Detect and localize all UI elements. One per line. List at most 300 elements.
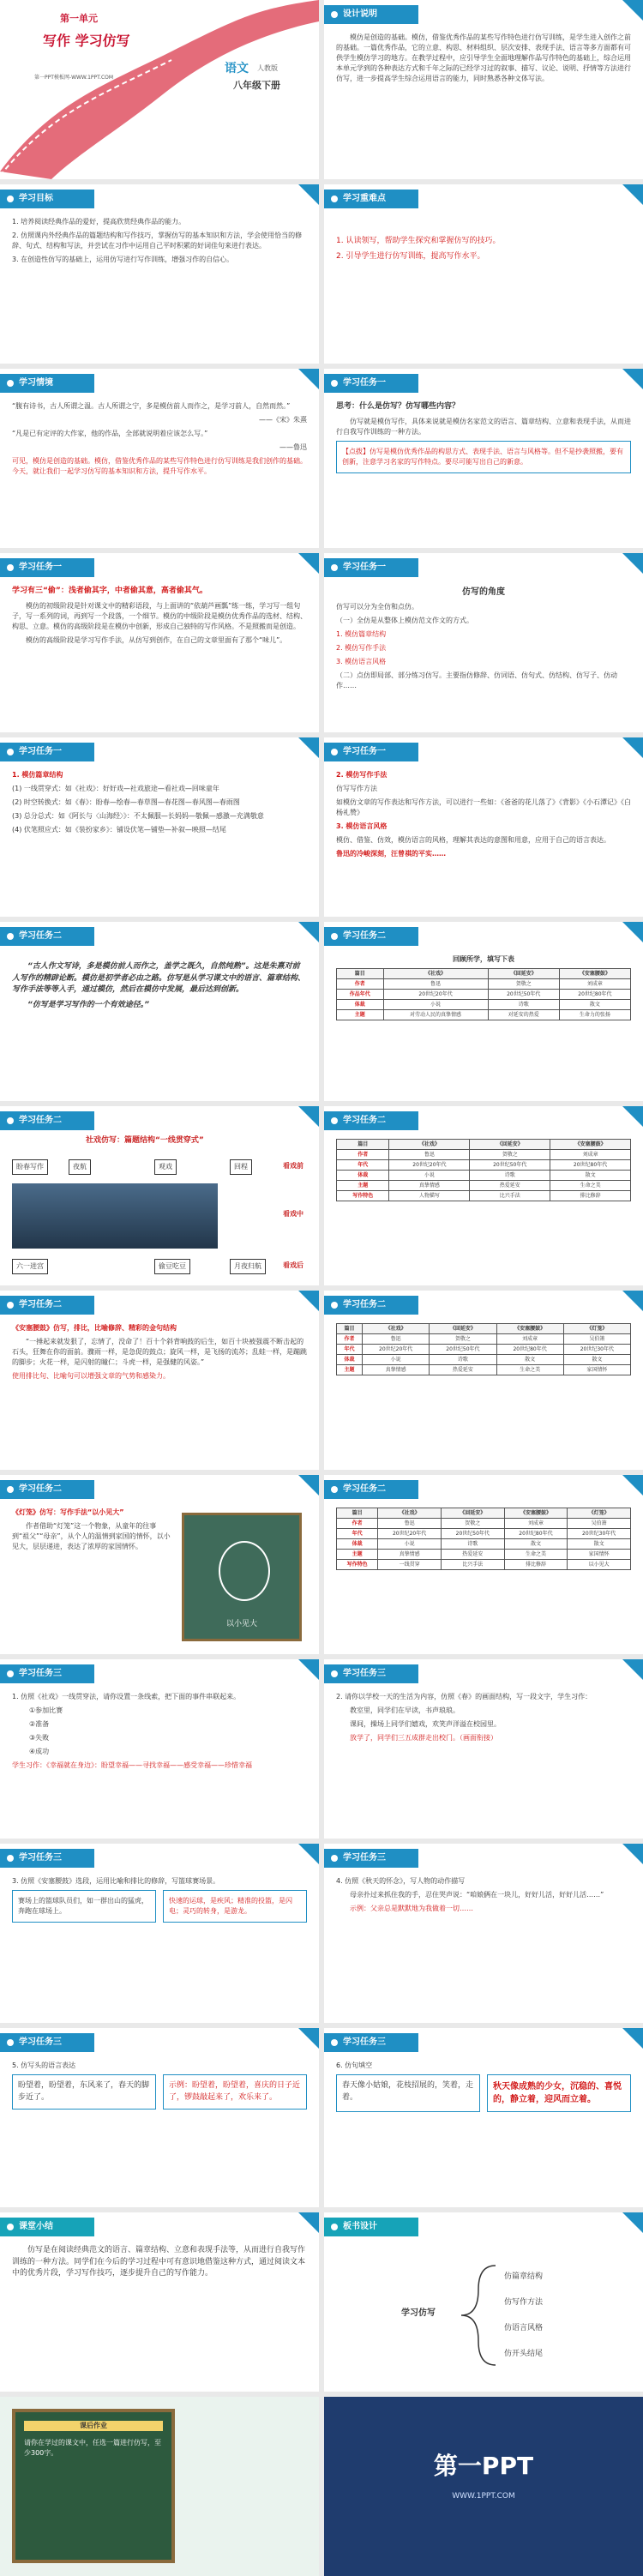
slide-task1-def[interactable] [324,369,643,548]
section-bar [0,743,94,761]
table-cell: 20世纪80年代 [550,1160,631,1171]
table-cell: 一线贯穿 [378,1560,442,1570]
table-cell: 20世纪20年代 [363,1345,430,1355]
angle-item: 1. 模仿篇章结构 [336,630,387,638]
table-cell: 比兴手法 [470,1191,550,1201]
student-work: 学生习作：《幸福就在身边》：盼望幸福——寻找幸福——感受幸福——珍惜幸福 [12,1761,252,1769]
slide-context[interactable] [0,369,319,548]
table-cell: 20世纪50年代 [430,1345,496,1355]
angle-item: 3. 模仿语言风格 [336,658,387,665]
slide-summary[interactable] [0,2212,319,2392]
corner-decor [298,1291,319,1311]
table-header: 《安塞腰鼓》 [504,1508,568,1519]
table-cell: 生命之美 [504,1550,568,1560]
bullet-icon [7,1670,14,1677]
lantern-icon [219,1541,270,1601]
table-header: 《社戏》 [383,969,488,979]
student-text: 放学了，同学们三五成群走出校门。（画面衔接） [350,1734,497,1742]
table-cell: 刘成章 [504,1519,568,1529]
slide-task3-6[interactable] [324,2028,643,2207]
question: 思考：什么是仿写？仿写哪些内容？ [336,402,460,411]
chalk-label: 以小见大 [225,1619,257,1628]
table-row [337,1519,631,1529]
section-bar [324,1111,418,1130]
bullet-icon [331,1302,338,1309]
table-cell: 真挚情感 [363,1365,430,1375]
slide-task1-angles[interactable] [324,553,643,732]
section-bar [324,1849,418,1868]
imitation-text: 秋天像成熟的少女，沉稳的、喜悦的，静立着，迎风而立着。 [487,2074,631,2112]
slide-task3-2[interactable] [324,1659,643,1839]
table-header: 《回延安》 [470,1140,550,1150]
table-row [337,979,631,990]
corner-decor [298,553,319,574]
compare-row [336,2074,631,2112]
board-center: 学习仿写 [401,2308,436,2318]
table-title: 回顾所学，填写下表 [453,955,514,963]
table-cell: 散文 [568,1539,631,1550]
section-bar [0,1296,94,1315]
table-cell: 20世纪50年代 [488,990,559,1000]
section-bar [0,2218,94,2236]
board-item: 仿语言风格 [504,2324,544,2332]
table-cell: 体裁 [337,1355,363,1365]
table-cell: 对劳动人民的真挚情感 [383,1010,488,1020]
corner-decor [622,184,643,205]
bullet-icon [331,2039,338,2046]
corner-decor [298,1106,319,1127]
bar-label: 学习任务二 [343,1484,386,1494]
table-cell: 作者 [337,979,384,990]
corner-decor [622,2028,643,2049]
corner-decor [622,369,643,389]
corner-decor [622,737,643,758]
slide-goals[interactable] [0,184,319,364]
slide-task1-three[interactable] [0,553,319,732]
student-text: 课间，操场上同学们嬉戏，欢笑声洋溢在校园里。 [350,1720,501,1728]
table-cell: 20世纪30年代 [568,1529,631,1539]
quote-cite: ——《宋》朱熹 [259,416,307,424]
section-bar [324,5,418,24]
table-header: 篇目 [337,1140,389,1150]
bullet-icon [7,749,14,755]
bullet-icon [7,933,14,940]
table-cell: 年代 [337,1160,389,1171]
bullet-icon [7,1486,14,1493]
bar-label: 学习任务一 [19,563,62,572]
table-header: 《社戏》 [363,1324,430,1334]
table-cell: 诗歌 [470,1171,550,1181]
imitation-text: 示例：盼望着，盼望着，喜庆的日子近了，锣鼓敲起来了，欢乐来了。 [163,2074,307,2110]
compare-table [336,1139,631,1201]
exercise-item: ③失败 [29,1734,50,1742]
bar-label: 课堂小结 [19,2222,53,2231]
table-cell: 生命之美 [496,1365,563,1375]
table-cell: 诗歌 [441,1539,504,1550]
slide-task2-table3[interactable] [324,1291,643,1470]
flow-node: 回程 [230,1159,252,1175]
table-header: 《灯笼》 [568,1508,631,1519]
bar-label: 学习任务三 [19,1669,62,1678]
bullet-icon [7,564,14,571]
bar-label: 学习任务三 [343,1853,386,1863]
bullet-icon [331,380,338,387]
table-cell: 鲁迅 [389,1150,470,1160]
bullet-icon [331,2224,338,2230]
angles-intro: 仿写可以分为全仿和点仿。 [336,603,418,611]
slide-task2-table1[interactable] [324,922,643,1101]
bullet-icon [331,11,338,18]
bar-label: 学习任务二 [343,931,386,941]
table-cell: 作者 [337,1334,363,1345]
section-bar [0,927,94,946]
corner-decor [298,922,319,942]
slide-task3-5[interactable] [0,2028,319,2207]
table-row [337,1191,631,1201]
table-row [337,1560,631,1570]
angle-item: 2. 模仿写作手法 [336,644,387,652]
structure-item: (1) 一线贯穿式：如《社戏》：好好戏—社戏旅途—看社戏—回味童年 [12,785,219,792]
homework-board [12,2409,175,2563]
scene-image [12,1183,218,1249]
bar-label: 学习任务三 [343,2037,386,2047]
angles-b: （二）点仿即局部、部分练习仿写。主要指仿修辞、仿词语、仿句式、仿结构、仿写子、仿动作…… [336,671,617,689]
compare-table [336,1323,631,1375]
flow-side: 看戏前 [283,1162,303,1170]
flow-node: 观戏 [154,1159,177,1175]
section-bar [324,1296,418,1315]
flow-node: 六一进宫 [12,1259,48,1274]
structure-item: (2) 时空转换式：如《春》：盼春—绘春—春草图—春花图—春风图—春雨图 [12,798,240,806]
lantern-title: 《灯笼》仿写：写作手法“以小见大” [12,1508,124,1516]
table-cell: 对延安的热爱 [488,1010,559,1020]
bar-label: 学习任务一 [19,747,62,756]
exercise-item: ①参加比赛 [29,1706,63,1714]
brace-icon [453,2264,504,2367]
board-item: 仿开头结尾 [504,2350,544,2358]
table-cell: 散文 [496,1355,563,1365]
definition: 仿写就是模仿写作，具体来说就是模仿名家范文的语言、篇章结构、立意和表现手法，从而进行自我写作训练的一种方法。 [336,417,631,436]
table-row [337,1355,631,1365]
bar-label: 学习任务三 [19,1853,62,1863]
table-cell: 刘成章 [550,1150,631,1160]
table-cell: 年代 [337,1529,378,1539]
site-label: 第一PPT模板网-WWW.1PPT.COM [34,75,114,81]
bullet-icon [331,564,338,571]
bullet-icon [7,1117,14,1124]
context-note: 可见，模仿是创造的基础。模仿，借鉴优秀作品的某些写作特色进行仿写训练是我们创作的基础。今天，就让我们一起学习仿写的基本知识和方法，提升写作水平。 [12,457,307,475]
section-bar [0,558,94,577]
table-header: 《回延安》 [441,1508,504,1519]
slide-brand[interactable] [324,2397,643,2576]
bullet-icon [331,196,338,202]
slide-task2-ansai[interactable] [0,1291,319,1470]
ansai-note: 使用排比句、比喻句可以增强文章的气势和感染力。 [12,1372,170,1380]
bar-label: 学习任务二 [343,1300,386,1309]
bullet-icon [7,196,14,202]
structure-item: (4) 伏笔照应式：如《装扮家乡》：铺设伏笔—铺垫—补叙—映照—结尾 [12,826,226,834]
bullet-icon [331,1670,338,1677]
section-bar [324,190,418,208]
table-cell: 小说 [363,1355,430,1365]
table-cell: 真挚情感 [389,1181,470,1191]
exercise-question: 3. 仿照《安塞腰鼓》选段，运用比喻和排比的修辞，写篮球赛场景。 [12,1877,220,1885]
ansai-title: 《安塞腰鼓》仿写，排比，比喻修辞、精彩的金句结构 [12,1324,177,1332]
table-cell: 诗歌 [430,1355,496,1365]
goal-item: 2. 仿照课内外经典作品的篇题结构和写作技巧，掌握仿写的基本知识和方法，学会使用恰当的修辞、句式、结构和写法，并尝试在习作中运用自己平时积累的好词佳句来进行表达。 [12,232,303,250]
table-cell: 热爱延安 [430,1365,496,1375]
bullet-icon [7,2039,14,2046]
method-label: 2. 模仿写作手法 [336,771,388,779]
intro-end: “仿写是学习写作的一个有效途径。” [27,1000,150,1009]
table-header: 《安塞腰鼓》 [550,1140,631,1150]
corner-decor [298,2212,319,2233]
table-cell: 鲁迅 [363,1334,430,1345]
bar-label: 学习任务二 [19,931,62,941]
section-bar [324,2033,418,2052]
style-example: 鲁迅的冷峻深刻，汪曾祺的平实…… [336,850,446,858]
compare-table [336,1508,631,1570]
table-row [337,1550,631,1560]
bar-label: 学习任务一 [343,378,386,388]
table-cell: 20世纪80年代 [504,1529,568,1539]
section-bar [0,1849,94,1868]
homework-text: 请你在学过的课文中，任选一篇进行仿写，至少300字。 [24,2439,161,2457]
board-item: 仿写作方法 [504,2298,544,2307]
table-row [337,1529,631,1539]
table-row [337,1334,631,1345]
table-cell: 主题 [337,1181,389,1191]
slide-cover[interactable] [0,0,319,179]
summary-text: 仿写是在阅读经典范文的语言、篇章结构、立意和表现手法等，从而进行自我写作训练的一种方法。同学们在今后的学习过程中可有意识地借鉴这种方式，通过阅读文本中的优秀片段，学习写作技巧，逐步提升自己的写作能力。 [12,2246,306,2278]
bullet-icon [7,1302,14,1309]
flow-side: 看戏中 [283,1210,303,1218]
table-cell: 排比修辞 [504,1560,568,1570]
section-bar [324,2218,418,2236]
table-header: 篇目 [337,1508,378,1519]
table-row [337,1345,631,1355]
original-text: 盼望着，盼望着，东风来了，春天的脚步近了。 [12,2074,156,2110]
corner-decor [298,2028,319,2049]
slide-task1-structure[interactable] [0,737,319,917]
table-cell: 诗歌 [488,1000,559,1010]
structure-item: (3) 总分总式：如《阿长与〈山海经〉》：不太佩服—长妈妈—敬佩—感激—充满敬意 [12,812,264,820]
bar-label: 学习任务二 [19,1484,62,1494]
slide-task2-intro[interactable] [0,922,319,1101]
compare-row [12,2074,307,2110]
slide-task2-table4[interactable] [324,1475,643,1654]
table-cell: 贺敬之 [441,1519,504,1529]
table-cell: 刘成章 [496,1334,563,1345]
brand-site[interactable]: WWW.1PPT.COM [452,2492,515,2501]
table-cell: 吴伯箫 [568,1519,631,1529]
table-cell: 生命力的张扬 [559,1010,630,1020]
slide-board[interactable] [324,2212,643,2392]
imitation-text: 快速的运球，是疾风；精准的投篮，是闪电；灵巧的转身，是游龙。 [163,1890,307,1923]
slide-task3-1[interactable] [0,1659,319,1839]
table-cell: 20世纪50年代 [441,1529,504,1539]
bullet-icon [331,1855,338,1862]
table-cell: 散文 [550,1171,631,1181]
table-cell: 20世纪80年代 [496,1345,563,1355]
table-cell: 作者 [337,1150,389,1160]
table-cell: 贺敬之 [488,979,559,990]
section-bar [0,374,94,393]
table-cell: 20世纪30年代 [563,1345,630,1355]
style-text: 模仿、借鉴、仿效，模仿语言的风格，理解其表达的意图和用意，应用于自己的语言表达。 [336,836,610,844]
corner-decor [622,1844,643,1864]
section-bar [324,927,418,946]
intro-text: “古人作文写诗，多是模仿前人而作之，盖学之既久，自然纯熟”。这是朱熹对前人写作的精辟论断。模仿是初学者必由之路。仿写是从学习课文中的语言、篇章结构、写作手法等等入手，通过模仿，然后在模仿中发展，最后达到创新。 [12,962,306,994]
brand-logo: 第一PPT [433,2452,534,2480]
table-row [337,1181,631,1191]
board-item: 仿篇章结构 [504,2272,544,2281]
slide-design[interactable] [324,0,643,179]
table-header-row [337,1324,631,1334]
corner-decor [298,1659,319,1680]
slide-task3-3[interactable] [0,1844,319,2023]
quote-cite: ——鲁迅 [279,443,307,451]
bar-label: 板书设计 [343,2222,377,2231]
section-bar [324,743,418,761]
bullet-icon [331,749,338,755]
table-cell: 主题 [337,1010,384,1020]
slide-task2-table2[interactable] [324,1106,643,1285]
exercise-question: 4. 仿照《秋天的怀念》，写人物的动作描写 [336,1877,466,1885]
structure-label: 1. 模仿篇章结构 [12,771,63,779]
table-header: 《安塞腰鼓》 [559,969,630,979]
table-cell: 20世纪20年代 [389,1160,470,1171]
exercise-question: 5. 仿写头的语言表达 [12,2061,76,2069]
slide-task3-4[interactable] [324,1844,643,2023]
table-cell: 散文 [563,1355,630,1365]
table-cell: 主题 [337,1550,378,1560]
bar-label: 学习情境 [19,378,53,388]
angles-title: 仿写的角度 [462,587,505,597]
section-bar [0,1664,94,1683]
table-cell: 作品年代 [337,990,384,1000]
table-cell: 贺敬之 [470,1150,550,1160]
table-cell: 刘成章 [559,979,630,990]
bar-label: 学习重难点 [343,194,386,203]
body-end: 模仿的高级阶段是学习写作手法，从仿写到创作，在自己的文章里面有了那个“味儿”。 [26,635,287,644]
section-bar [0,190,94,208]
table-header: 《回延安》 [430,1324,496,1334]
section-bar [324,1480,418,1499]
table-cell: 散文 [504,1539,568,1550]
flow-title: 社戏仿写：篇题结构“一线贯穿式” [86,1136,204,1145]
table-header: 篇目 [337,1324,363,1334]
section-bar [324,1664,418,1683]
slide-homework[interactable] [0,2397,319,2576]
bar-label: 学习任务三 [19,2037,62,2047]
grade-label: 八年级下册 [233,80,280,91]
table-cell: 吴伯箫 [563,1334,630,1345]
table-header-row [337,1140,631,1150]
method-text: 如模仿文章的写作表达和写作方法，可以进行一些如：《爸爸的花儿落了》《背影》《小石潭记》《白杨礼赞》 [336,798,631,816]
original-text: 春天像小姑娘，花枝招展的，笑着，走着。 [336,2074,480,2112]
corner-decor [622,922,643,942]
corner-decor [298,1475,319,1496]
bar-label: 学习任务三 [343,1669,386,1678]
key-item: 1. 认读领写，帮助学生探究和掌握仿写的技巧。 [336,237,501,245]
unit-label: 第一单元 [60,13,98,24]
flow-node: 盼春写作 [12,1159,48,1175]
corner-decor [298,737,319,758]
table-cell: 体裁 [337,1171,389,1181]
bar-label: 学习任务二 [343,1116,386,1125]
table-cell: 小说 [378,1539,442,1550]
table-header: 篇目 [337,969,384,979]
bar-label: 学习任务一 [343,563,386,572]
slide-key-points[interactable] [324,184,643,364]
table-row [337,1150,631,1160]
table-cell: 作者 [337,1519,378,1529]
table-header: 《回延安》 [488,969,559,979]
chalkboard-image [182,1513,302,1641]
headline: 学习有三“偷”：浅者偷其字，中者偷其意，高者偷其气。 [12,587,207,595]
lantern-text: 作者借助“灯笼”这一个物象，从童年的往事到“祖父”“母亲”，从个人的温情到家国的情怀，以小见大，层层递进，表达了浓厚的家国情怀。 [12,1522,171,1550]
slide-task2-flow[interactable] [0,1106,319,1285]
board-list [504,2264,543,2367]
bar-label: 设计说明 [343,9,377,19]
student-work: 示例：父亲总是默默地为我做着一切…… [350,1905,473,1912]
slide-task1-method[interactable] [324,737,643,917]
table-cell: 写作特色 [337,1191,389,1201]
method-title: 仿写写作方法 [336,785,377,792]
slide-task2-lantern[interactable] [0,1475,319,1654]
bar-label: 学习任务二 [19,1300,62,1309]
table-row [337,1539,631,1550]
table-cell: 年代 [337,1345,363,1355]
table-cell: 20世纪80年代 [559,990,630,1000]
subject-label: 语文 [225,62,249,75]
angles-a: （一）全仿是从整体上模仿范文作文的方式。 [336,617,473,624]
section-bar [0,1480,94,1499]
table-row [337,1365,631,1375]
flow-node: 偷豆吃豆 [154,1259,190,1274]
edition-label: 人教版 [257,64,278,72]
corner-decor [622,1291,643,1311]
bullet-icon [7,380,14,387]
bullet-icon [331,1486,338,1493]
exercise-item: ②准备 [29,1720,50,1728]
table-row [337,990,631,1000]
flow-node: 月夜归航 [230,1259,266,1274]
flow-node: 夜航 [69,1159,91,1175]
corner-decor [298,369,319,389]
table-row [337,1171,631,1181]
table-header: 《社戏》 [378,1508,442,1519]
design-text: 模仿是创造的基础。模仿，借鉴优秀作品的某些写作特色进行仿写训练，是学生进入创作之前的基础。一篇优秀作品，它的立意、构思、材料组织、层次安排、表现手法、语言等多方面都有可供学生模仿学习的地方。在教学过程中，应引导学生全面地理解作品写作特色的基础上，综合运用本单元学到的各种表达方式和千年之际的已经学习过的叙事、描写、议论、说明、抒情等方法进行仿写，进一步提高学生综合运用语言的能力，同时熟悉各种文体写法。 [336,33,631,82]
table-header: 《社戏》 [389,1140,470,1150]
table-cell: 真挚情感 [378,1550,442,1560]
corner-decor [298,1844,319,1864]
exercise-question: 6. 仿句填空 [336,2061,373,2069]
ansai-body: “一捶起来就发狠了，忘情了，没命了！百十个斜背响鼓的后生，如百十块被强震不断击起的石头，狂舞在你的面前。骤雨一样，是急促的鼓点；旋风一样，是飞扬的流苏；乱蛙一样，是蹦跳的脚步；火花一样，是闪射的瞳仁；斗虎一样，是强健的风姿。” [12,1338,307,1366]
quote: “凡是已有定评的大作家，他的作品，全部就说明着应该怎么写。” [12,430,208,437]
section-bar [324,558,418,577]
table-row [337,1000,631,1010]
table-cell: 人物描写 [389,1191,470,1201]
table-cell: 体裁 [337,1000,384,1010]
compare-row [12,1890,307,1923]
example-box: 【点拨】仿写是模仿优秀作品的构思方式、表现手法、语言与风格等。但不是抄袭照搬，要有创新，注意学习名家的写作特点。要尽可能写出自己的新意。 [336,441,631,473]
table-row [337,1160,631,1171]
table-cell: 20世纪20年代 [378,1529,442,1539]
quote: “腹有诗书，古人所谓之温。古人所谓之宁，多是模仿前人而作之，是学习前人，自然而然。” [12,402,291,410]
table-cell: 鲁迅 [378,1519,442,1529]
